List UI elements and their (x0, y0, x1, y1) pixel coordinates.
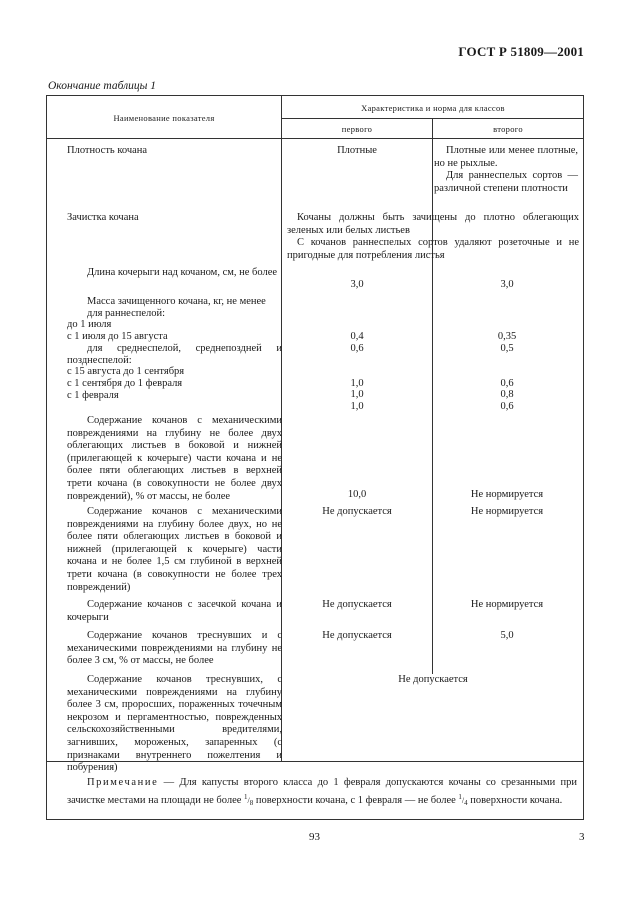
note-label: Примечание (87, 777, 159, 788)
row-damage-deep-name: Содержание кочанов с механическими повреждениями на глубину более двух, но не более пяти облегающих листьев в боковой и нижней (прилегающей к кочерыге) части кочана и не более 1,5 см глубиной в верхней трети кочана (в совокупности не более трех повреждений) (67, 506, 282, 593)
mass-first-v2: 1,0 (350, 377, 364, 389)
cleaning-p1: Кочаны должны быть зачищены до плотно облегающих зеленых или белых листьев (287, 212, 579, 236)
mass-title: Масса зачищенного кочана, кг, не менее (87, 296, 266, 307)
row-defects-name: Содержание кочанов треснувших, с механическими повреждениями на глубину более 3 см, проросших, пораженных точечным некрозом и пергаментностью, поврежденных сельскохозяйственными вредителями, загнивших, мороженых, запаренных (с признаками внутреннего пожелтения и побурения) (67, 674, 282, 774)
mass-first-v0: 0,4 (350, 331, 364, 342)
cleaning-p2: С кочанов раннеспелых сортов удаляют розеточные и не пригодные для потребления листья (287, 237, 579, 261)
row-density-second (434, 145, 578, 195)
header-name: Наименование показателя (113, 113, 215, 123)
row-cracked-first: Не допускается (322, 630, 392, 641)
row-damage-shallow-first: 10,0 (347, 489, 367, 500)
mass-second-v4: 0,6 (500, 401, 514, 413)
row-mass-name (67, 296, 282, 401)
row-density-first: Плотные (337, 145, 377, 156)
hline-group (281, 118, 584, 119)
note-text-3: поверхности кочана. (467, 795, 563, 806)
row-notch-first: Не допускается (322, 599, 392, 610)
row-cracked-second: 5,0 (500, 630, 514, 641)
mass-l3: с 1 июля до 15 августа (67, 331, 168, 343)
note-f2-num: 1 (458, 793, 462, 801)
row-defects-both: Не допускается (398, 674, 468, 685)
note-text-1: — Для капусты второго класса до 1 февраля допускаются кочаны со срезанными при зачистке местами на площади не более (67, 777, 577, 806)
note-fraction-2: $^1/_4$ (458, 793, 468, 807)
row-damage-deep-second: Не нормируется (470, 506, 544, 517)
row-damage-shallow-second: Не нормируется (470, 489, 544, 500)
row-notch-name: Содержание кочанов с засечкой кочана и кочерыги (67, 599, 282, 623)
header-second: второго (493, 124, 523, 134)
mass-second-v0: 0,35 (497, 331, 517, 342)
header-group: Характеристика и норма для классов (361, 103, 505, 113)
row-cracked-name: Содержание кочанов треснувших и с механическими повреждениями на глубину не более 3 см, % от массы, не более (67, 630, 282, 667)
mass-first-v1: 0,6 (350, 342, 364, 354)
note-text-2: поверхности кочана, с 1 февраля — не более (253, 795, 459, 806)
mass-l1: для раннеспелой: (87, 307, 166, 319)
mass-first-v4: 1,0 (350, 401, 364, 413)
mass-l4: для среднеспелой, среднепоздней и позднеспелой: (67, 342, 282, 366)
table-note (67, 776, 577, 810)
note-f1-num: 1 (244, 793, 248, 801)
hline-header (47, 138, 584, 139)
mass-l5: с 15 августа до 1 сентября (67, 366, 185, 378)
row-stump-name: Длина кочерыги над кочаном, см, не более (87, 267, 278, 278)
row-cleaning-name: Зачистка кочана (67, 212, 139, 223)
header-code: ГОСТ Р 51809—2001 (458, 44, 584, 59)
note-f1-den: 8 (249, 799, 254, 807)
mass-l2: до 1 июля (67, 319, 112, 331)
row-stump-second: 3,0 (500, 279, 514, 290)
row-damage-shallow-name: Содержание кочанов с механическими повреждениями на глубину не более двух облегающих листьев в боковой и нижней (прилегающей к кочерыге) части кочана и не более пяти облегающих листьев в верхней трети кочана (в совокупности не более двух повреждений), % от массы, не более (67, 415, 282, 502)
density-second-p1: Плотные или менее плотные, но не рыхлые. (434, 145, 578, 169)
mass-l7: с 1 февраля (67, 389, 119, 401)
row-notch-second: Не нормируется (470, 599, 544, 610)
page-right-number: 3 (579, 831, 585, 843)
row-stump-first: 3,0 (350, 279, 364, 290)
mass-first-v3: 1,0 (350, 389, 364, 401)
row-density-name: Плотность кочана (67, 145, 148, 156)
row-mass-first (282, 331, 432, 413)
header-first: первого (341, 124, 373, 134)
row-damage-deep-first: Не допускается (322, 506, 392, 517)
page-number: 93 (309, 831, 320, 843)
table-caption: Окончание таблицы 1 (48, 80, 156, 92)
mass-second-v3: 0,8 (500, 389, 514, 401)
mass-l6: с 1 сентября до 1 февраля (67, 377, 183, 389)
mass-second-v2: 0,6 (500, 377, 514, 389)
note-fraction-1: $^1/_8$ (244, 793, 254, 807)
row-mass-second (432, 331, 582, 413)
note-f2-den: 4 (464, 799, 468, 807)
row-cleaning-text (287, 212, 579, 262)
mass-second-v1: 0,5 (500, 342, 514, 354)
density-second-p2: Для раннеспелых сортов — различной степени плотности (434, 170, 578, 194)
spec-table (46, 95, 584, 820)
